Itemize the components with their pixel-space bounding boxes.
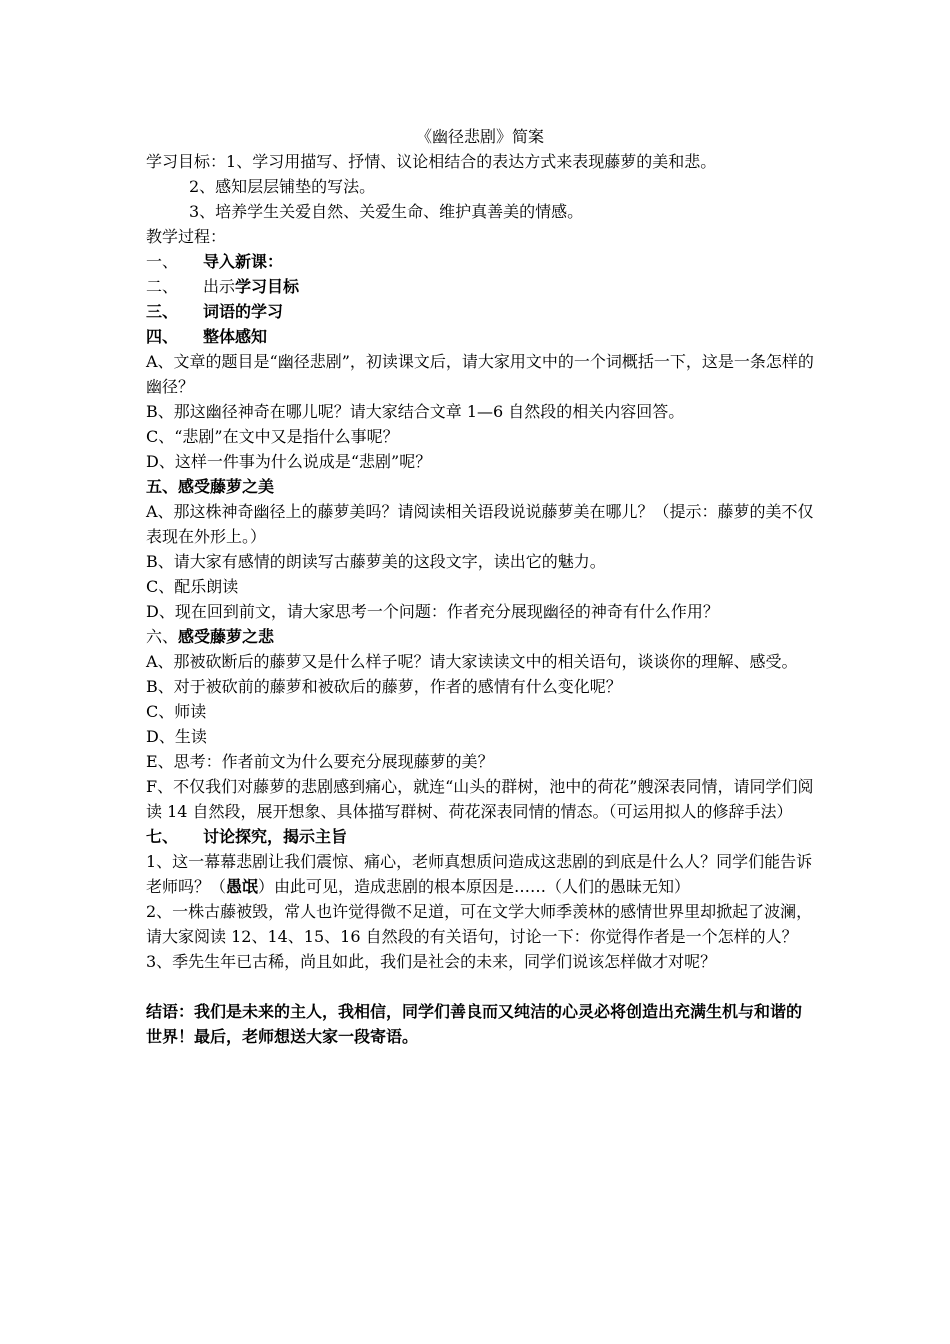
- section7-heading: [146, 824, 814, 849]
- section6-item-c: C、师读: [146, 702, 207, 721]
- step-1-number: 一、: [146, 252, 179, 271]
- section4-item-c: C、“悲剧”在文中又是指什么事呢？: [146, 427, 399, 446]
- objective-item-1: 1、学习用描写、抒情、议论相结合的表达方式来表现藤萝的美和悲。: [226, 152, 717, 171]
- section6-item-b: B、对于被砍前的藤萝和被砍后的藤萝，作者的感情有什么变化呢？: [146, 677, 622, 696]
- section7-item-1-part-a: 1、这一幕幕悲剧让我们震惊、痛心，老师真想质问造成这悲剧的到底是什么人？同学们能告诉老师吗？（: [146, 852, 813, 896]
- section7-item-1: [146, 849, 814, 899]
- step-2-number: 二、: [146, 277, 179, 296]
- paragraph-spacer: [146, 974, 814, 999]
- section7-number: 七、: [146, 827, 179, 846]
- step-3-text: 词语的学习: [203, 302, 284, 321]
- section4-item-a: A、文章的题目是“幽径悲剧”，初读课文后，请大家用文中的一个词概括一下，这是一条怎样的幽径？: [146, 352, 814, 396]
- objective-item-3: 3、培养学生关爱自然、关爱生命、维护真善美的情感。: [189, 202, 584, 221]
- conclusion: 结语：我们是未来的主人，我相信，同学们善良而又纯洁的心灵必将创造出充满生机与和谐的世界！最后，老师想送大家一段寄语。: [146, 1002, 803, 1046]
- section6-item-a: A、那被砍断后的藤萝又是什么样子呢？请大家读读文中的相关语句，谈谈你的理解、感受。: [146, 652, 798, 671]
- section6-item-d: D、生读: [146, 727, 207, 746]
- section7-heading-text: 讨论探究，揭示主旨: [203, 827, 348, 846]
- section7-item-1-answer: 愚氓: [226, 877, 259, 896]
- step-3: [146, 299, 814, 324]
- objective-item-2: 2、感知层层铺垫的写法。: [189, 177, 376, 196]
- document-title: 《幽径悲剧》简案: [415, 127, 544, 146]
- section7-item-1-part-b: ）由此可见，造成悲剧的根本原因是……（人们的愚昧无知）: [258, 877, 691, 896]
- section5-item-b: B、请大家有感情的朗读写古藤萝美的这段文字，读出它的魅力。: [146, 552, 606, 571]
- section5-item-a: A、那这株神奇幽径上的藤萝美吗？请阅读相关语段说说藤萝美在哪儿？（提示：藤萝的美不仅表现在外形上。）: [146, 502, 814, 546]
- step-4-number: 四、: [146, 327, 179, 346]
- section6-heading-text: 感受藤萝之悲: [178, 627, 275, 646]
- step-4: [146, 324, 814, 349]
- document-page: [146, 124, 814, 1049]
- step-3-number: 三、: [146, 302, 179, 321]
- step-1: [146, 249, 814, 274]
- section5-item-c: C、配乐朗读: [146, 577, 239, 596]
- section6-item-e: E、思考：作者前文为什么要充分展现藤萝的美？: [146, 752, 494, 771]
- objectives-line-1: [146, 149, 814, 174]
- step-1-text: 导入新课：: [203, 252, 284, 271]
- section6-item-f: F、不仅我们对藤萝的悲剧感到痛心，就连“山头的群树，池中的荷花”艘深表同情，请同学们阅读 14 自然段，展开想象、具体描写群树、荷花深表同情的情态。（可运用拟人的修辞手法）: [146, 777, 814, 821]
- step-2-text: 学习目标: [235, 277, 300, 296]
- section4-item-b: B、那这幽径神奇在哪儿呢？请大家结合文章 1—6 自然段的相关内容回答。: [146, 402, 685, 421]
- section4-item-d: D、这样一件事为什么说成是“悲剧”呢？: [146, 452, 432, 471]
- section5-item-d: D、现在回到前文，请大家思考一个问题：作者充分展现幽径的神奇有什么作用？: [146, 602, 719, 621]
- objectives-label: 学习目标：: [146, 152, 227, 171]
- step-2-prefix: 出示: [203, 277, 236, 296]
- section6-heading: [146, 624, 814, 649]
- step-4-text: 整体感知: [203, 327, 268, 346]
- process-label: 教学过程：: [146, 227, 227, 246]
- step-2: [146, 274, 814, 299]
- section5-heading: 五、感受藤萝之美: [146, 477, 275, 496]
- section7-item-2: 2、一株古藤被毁，常人也许觉得微不足道，可在文学大师季羡林的感情世界里却掀起了波澜，请大家阅读 12、14、15、16 自然段的有关语句，讨论一下：你觉得作者是一个怎样的人？: [146, 902, 813, 946]
- section6-heading-prefix: 六、: [146, 627, 179, 646]
- section7-item-3: 3、季先生年已古稀，尚且如此，我们是社会的未来，同学们说该怎样做才对呢？: [146, 952, 717, 971]
